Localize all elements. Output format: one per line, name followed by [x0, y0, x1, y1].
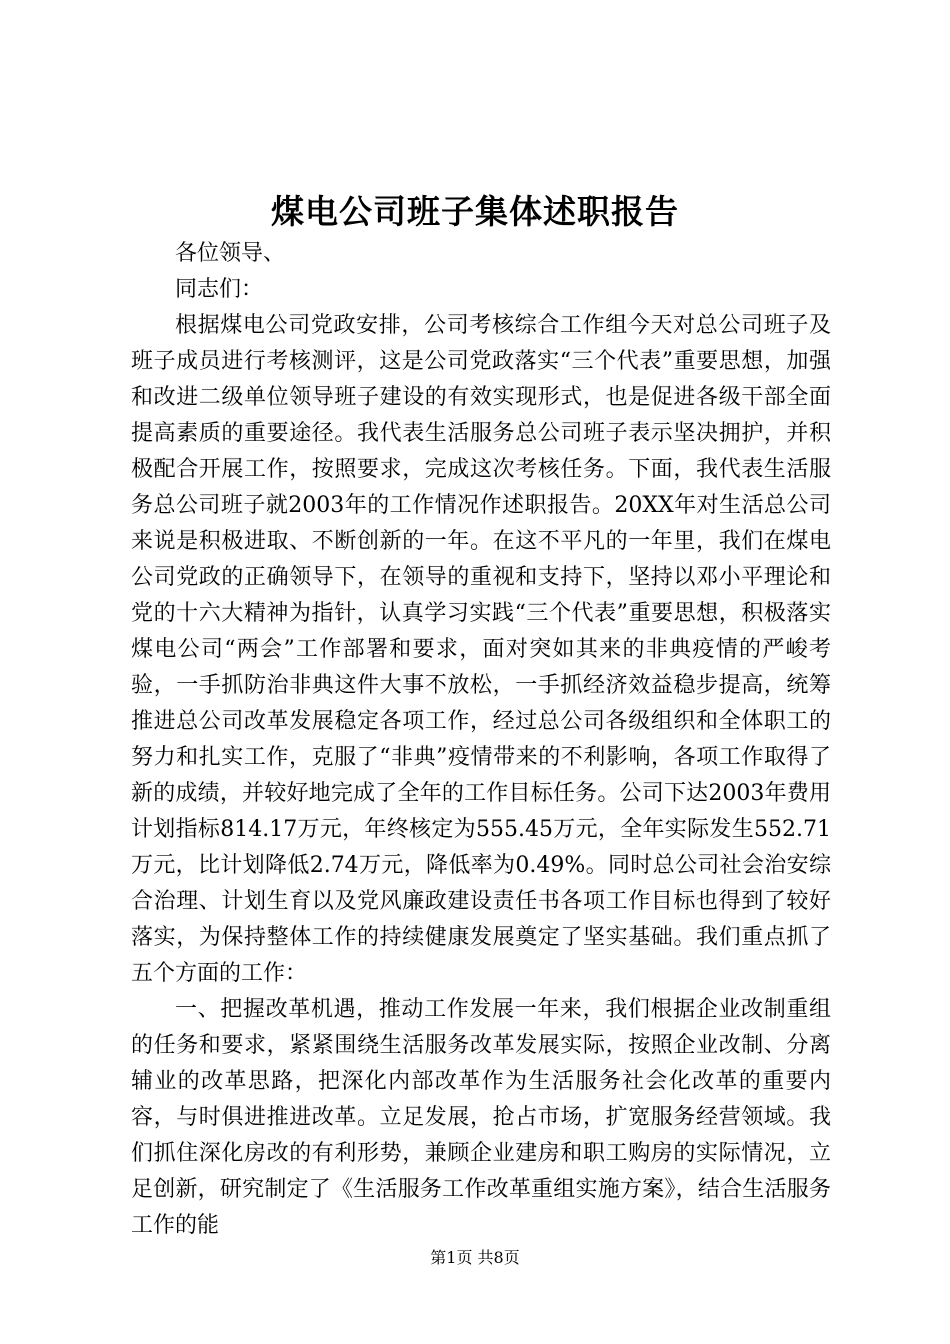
- salutation-leaders: 各位领导、: [175, 241, 286, 266]
- document-title: 煤电公司班子集体述职报告: [271, 192, 679, 231]
- paragraph-intro: 根据煤电公司党政安排，公司考核综合工作组今天对总公司班子及班子成员进行考核测评，这是公司党政落实“三个代表”重要思想，加强和改进二级单位领导班子建设的有效实现形式，也是促进各级干部全面提高素质的重要途径。我代表生活服务总公司班子表示坚决拥护，并积极配合开展工作，按照要求，完成这次考核任务。下面，我代表生活服务总公司班子就2003年的工作情况作述职报告。20XX年对生活总公司来说是积极进取、不断创新的一年。在这不平凡的一年里，我们在煤电公司党政的正确领导下，在领导的重视和支持下，坚持以邓小平理论和党的十六大精神为指针，认真学习实践“三个代表”重要思想，积极落实煤电公司“两会”工作部署和要求，面对突如其来的非典疫情的严峻考验，一手抓防治非典这件大事不放松，一手抓经济效益稳步提高，统筹推进总公司改革发展稳定各项工作，经过总公司各级组织和全体职工的努力和扎实工作，克服了“非典”疫情带来的不利影响，各项工作取得了新的成绩，并较好地完成了全年的工作目标任务。公司下达2003年费用计划指标814.17万元，年终核定为555.45万元，全年实际发生552.71万元，比计划降低2.74万元，降低率为0.49%。同时总公司社会治安综合治理、计划生育以及党风廉政建设责任书各项工作目标也得到了较好落实，为保持整体工作的持续健康发展奠定了坚实基础。我们重点抓了五个方面的工作：: [131, 313, 831, 986]
- document-body: [131, 236, 831, 1244]
- paragraph-section-one: 一、把握改革机遇，推动工作发展一年来，我们根据企业改制重组的任务和要求，紧紧围绕生活服务改革发展实际，按照企业改制、分离辅业的改革思路，把深化内部改革作为生活服务社会化改革的重要内容，与时俱进推进改革。立足发展，抢占市场，扩宽服务经营领域。我们抓住深化房改的有利形势，兼顾企业建房和职工购房的实际情况，立足创新，研究制定了《生活服务工作改革重组实施方案》，结合生活服务工作的能: [131, 997, 831, 1238]
- page-number-footer: 第1页 共8页: [430, 1248, 520, 1267]
- salutation-comrades: 同志们：: [175, 277, 264, 302]
